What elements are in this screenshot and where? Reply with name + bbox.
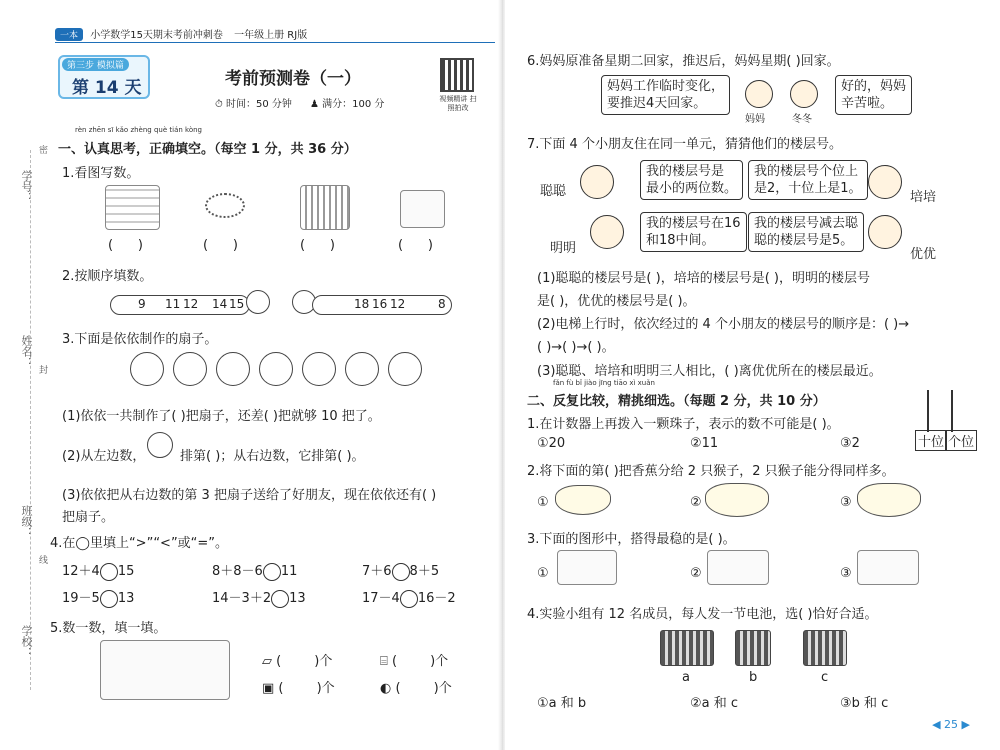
battery-pack-icon bbox=[735, 630, 771, 666]
q3-2-end: 排第( )；从右边数，它排第( )。 bbox=[180, 449, 365, 464]
option[interactable]: ①20 bbox=[537, 436, 566, 451]
kid-avatar bbox=[590, 215, 624, 249]
abacus-label: 个位 bbox=[945, 430, 977, 451]
worm-number: 8 bbox=[438, 297, 446, 311]
q5-prompt: 5.数一数，填一填。 bbox=[50, 621, 167, 636]
q7-1-cont: 是( )，优优的楼层号是( )。 bbox=[537, 294, 696, 309]
option[interactable]: ② bbox=[690, 495, 702, 510]
stacked-blocks-image bbox=[557, 550, 617, 585]
compare-item: 12＋4 15 bbox=[62, 564, 135, 579]
speech-bubble: 妈妈工作临时变化， 要推迟4天回家。 bbox=[601, 75, 730, 115]
page-number: ◀ 25 ▶ bbox=[932, 718, 970, 731]
worm-number: 18 bbox=[354, 297, 370, 311]
kid-avatar bbox=[868, 215, 902, 249]
side-mark: 封 bbox=[37, 365, 47, 374]
compare-circle[interactable] bbox=[100, 563, 118, 581]
answer-blank[interactable]: ( ) bbox=[300, 238, 335, 253]
option[interactable]: ②11 bbox=[690, 436, 719, 451]
option[interactable]: ③ bbox=[840, 566, 852, 581]
compare-circle[interactable] bbox=[100, 590, 118, 608]
banana-bunch-icon bbox=[705, 483, 769, 517]
speech-bubble: 我的楼层号是 最小的两位数。 bbox=[640, 160, 743, 200]
full-score bbox=[310, 95, 384, 110]
kid-name: 明明 bbox=[550, 241, 577, 256]
speech-bubble: 我的楼层号在16 和18中间。 bbox=[640, 212, 747, 252]
score-text: 满分：100 分 bbox=[322, 99, 385, 110]
abacus-rod bbox=[951, 390, 953, 432]
side-mark: 密 bbox=[37, 145, 47, 154]
stacked-blocks-image bbox=[707, 550, 769, 585]
option[interactable]: ②a 和 c bbox=[690, 696, 739, 711]
q3-2-start: (2)从左边数， bbox=[62, 449, 146, 464]
q3-1: (1)依依一共制作了( )把扇子，还差( )把就够 10 把了。 bbox=[62, 409, 381, 424]
worm-number: 14 bbox=[212, 297, 228, 311]
q6-prompt: 6.妈妈原准备星期二回家，推迟后，妈妈星期( )回家。 bbox=[527, 54, 840, 69]
compare-circle[interactable] bbox=[263, 563, 281, 581]
pack-label: b bbox=[749, 670, 758, 685]
beads-image bbox=[205, 193, 245, 218]
fan-icon bbox=[147, 432, 173, 458]
kid-avatar bbox=[580, 165, 614, 199]
cups-image bbox=[105, 185, 160, 230]
time-text: 时间：50 分钟 bbox=[226, 99, 292, 110]
count-cube: ▣ ( )个 bbox=[262, 681, 335, 696]
section2-pinyin: fǎn fù bǐ jiào jīng tiāo xì xuǎn bbox=[553, 379, 655, 387]
kid-name: 优优 bbox=[910, 247, 937, 262]
q3-3: (3)依依把从右边数的第 3 把扇子送给了好朋友，现在依依还有( ) bbox=[62, 488, 437, 503]
fan-icon bbox=[259, 352, 293, 386]
section1-pinyin: rèn zhēn sī kǎo zhèng què tián kòng bbox=[75, 126, 202, 134]
day-step-label: 第三步 模拟篇 bbox=[62, 58, 129, 71]
q7-1: (1)聪聪的楼层号是( )，培培的楼层号是( )，明明的楼层号 bbox=[537, 271, 870, 286]
fan-icon bbox=[173, 352, 207, 386]
header-rule bbox=[55, 42, 495, 43]
cuboid-icon: ▱ bbox=[262, 654, 272, 669]
sticks-image bbox=[300, 185, 350, 230]
answer-blank[interactable]: ( ) bbox=[108, 238, 143, 253]
banana-bunch-icon bbox=[857, 483, 921, 517]
compare-item: 7＋6 8＋5 bbox=[362, 564, 440, 579]
kid-name: 聪聪 bbox=[540, 184, 567, 199]
side-label-class: 班级： bbox=[20, 505, 33, 538]
side-label-id: 学号： bbox=[20, 170, 33, 203]
worm-number: 12 bbox=[183, 297, 199, 311]
q4-prompt: 4.在◯里填上“>”“<”或“=”。 bbox=[50, 536, 229, 551]
fan-icon bbox=[302, 352, 336, 386]
section2-heading: 二、反复比较，精挑细选。（每题 2 分，共 10 分） bbox=[527, 394, 826, 409]
option[interactable]: ① bbox=[537, 495, 549, 510]
boy-avatar bbox=[790, 80, 818, 108]
s2-q1-prompt: 1.在计数器上再拨入一颗珠子，表示的数不可能是( )。 bbox=[527, 417, 840, 432]
q7-3: (3)聪聪、培培和明明三人相比，( )离优优所在的楼层最近。 bbox=[537, 364, 882, 379]
answer-blank[interactable] bbox=[281, 654, 314, 669]
s2-q2-prompt: 2.将下面的第( )把香蕉分给 2 只猴子，2 只猴子能分得同样多。 bbox=[527, 464, 895, 479]
fan-icon bbox=[345, 352, 379, 386]
answer-blank[interactable]: ( ) bbox=[203, 238, 238, 253]
day-number: 第 14 天 bbox=[72, 78, 142, 98]
compare-item: 19－5 13 bbox=[62, 591, 135, 606]
worm-number: 9 bbox=[138, 297, 146, 311]
caterpillar-head-icon bbox=[246, 290, 270, 314]
speech-bubble: 我的楼层号减去聪 聪的楼层号是5。 bbox=[748, 212, 864, 252]
binding-line bbox=[30, 150, 31, 690]
q3-prompt: 3.下面是依依制作的扇子。 bbox=[62, 332, 218, 347]
clock-icon: ⏱ bbox=[215, 99, 223, 110]
compare-circle[interactable] bbox=[400, 590, 418, 608]
s2-q4-prompt: 4.实验小组有 12 名成员，每人发一节电池，选( )恰好合适。 bbox=[527, 607, 878, 622]
fan-icon bbox=[216, 352, 250, 386]
compare-circle[interactable] bbox=[271, 590, 289, 608]
right-page bbox=[505, 0, 1000, 750]
option[interactable]: ① bbox=[537, 566, 549, 581]
speech-bubble: 好的，妈妈 辛苦啦。 bbox=[835, 75, 912, 115]
fan-icon bbox=[388, 352, 422, 386]
answer-blank[interactable] bbox=[397, 654, 430, 669]
q2-prompt: 2.按顺序填数。 bbox=[62, 269, 153, 284]
q7-2-cont: ( )→( )→( )。 bbox=[537, 340, 615, 355]
option[interactable]: ③ bbox=[840, 495, 852, 510]
edition-label: 一年级上册 RJ版 bbox=[234, 30, 308, 41]
cube-icon: ▣ bbox=[262, 681, 275, 696]
q3-3-cont: 把扇子。 bbox=[62, 510, 115, 525]
worm-number: 12 bbox=[390, 297, 406, 311]
compare-circle[interactable] bbox=[392, 563, 410, 581]
option[interactable]: ③b 和 c bbox=[840, 696, 889, 711]
brand-logo: 一本 bbox=[55, 28, 83, 41]
worm-number: 15 bbox=[229, 297, 245, 311]
worm-number: 16 bbox=[372, 297, 388, 311]
kid-avatar bbox=[868, 165, 902, 199]
abacus-label: 十位 bbox=[915, 430, 947, 451]
answer-blank[interactable] bbox=[284, 681, 317, 696]
q1-prompt: 1.看图写数。 bbox=[62, 166, 140, 181]
fan-icon bbox=[130, 352, 164, 386]
battery-pack-icon bbox=[803, 630, 847, 666]
option[interactable]: ③2 bbox=[840, 436, 860, 451]
answer-blank[interactable] bbox=[401, 681, 434, 696]
q7-prompt: 7.下面 4 个小朋友住在同一单元，猜猜他们的楼层号。 bbox=[527, 137, 842, 152]
worm-number: 11 bbox=[165, 297, 181, 311]
side-label-school: 学校： bbox=[20, 625, 33, 658]
speech-bubble: 我的楼层号个位上 是2，十位上是1。 bbox=[748, 160, 868, 200]
count-cuboid: ▱ ( )个 bbox=[262, 654, 333, 669]
sphere-icon: ◐ bbox=[380, 681, 392, 696]
cubes-image bbox=[400, 190, 445, 228]
mom-avatar bbox=[745, 80, 773, 108]
option[interactable]: ② bbox=[690, 566, 702, 581]
battery-pack-icon bbox=[660, 630, 714, 666]
s2-q3-prompt: 3.下面的图形中，搭得最稳的是( )。 bbox=[527, 532, 736, 547]
character-name: 冬冬 bbox=[792, 114, 812, 125]
compare-item: 14－3＋2 13 bbox=[212, 591, 306, 606]
qr-code-icon[interactable] bbox=[440, 58, 474, 92]
block-structure-image bbox=[100, 640, 230, 700]
abacus-rod bbox=[927, 390, 929, 432]
time-limit bbox=[215, 95, 292, 110]
side-mark: 线 bbox=[37, 555, 47, 564]
pack-label: a bbox=[682, 670, 690, 685]
kid-name: 培培 bbox=[910, 190, 937, 205]
compare-item: 17－4 16－2 bbox=[362, 591, 456, 606]
character-name: 妈妈 bbox=[745, 114, 765, 125]
qr-caption: 视频精讲 扫照拍改 bbox=[439, 95, 477, 112]
section1-heading: 一、认真思考，正确填空。（每空 1 分，共 36 分） bbox=[58, 142, 357, 157]
running-header bbox=[55, 26, 495, 39]
count-sphere: ◐ ( )个 bbox=[380, 681, 452, 696]
cylinder-icon: ⌸ bbox=[380, 654, 388, 669]
answer-blank[interactable]: ( ) bbox=[398, 238, 433, 253]
banana-bunch-icon bbox=[555, 485, 611, 515]
page-title: 考前预测卷（一） bbox=[225, 69, 361, 89]
book-title: 小学数学15天期末考前冲刺卷 bbox=[90, 30, 223, 41]
count-cylinder: ⌸ ( )个 bbox=[380, 654, 449, 669]
q7-2: (2)电梯上行时，依次经过的 4 个小朋友的楼层号的顺序是：( )→ bbox=[537, 317, 910, 332]
option[interactable]: ①a 和 b bbox=[537, 696, 587, 711]
compare-item: 8＋8－6 11 bbox=[212, 564, 298, 579]
side-label-name: 姓名： bbox=[20, 335, 33, 368]
stacked-blocks-image bbox=[857, 550, 919, 585]
pack-label: c bbox=[821, 670, 829, 685]
score-icon: ♟ bbox=[310, 99, 319, 110]
